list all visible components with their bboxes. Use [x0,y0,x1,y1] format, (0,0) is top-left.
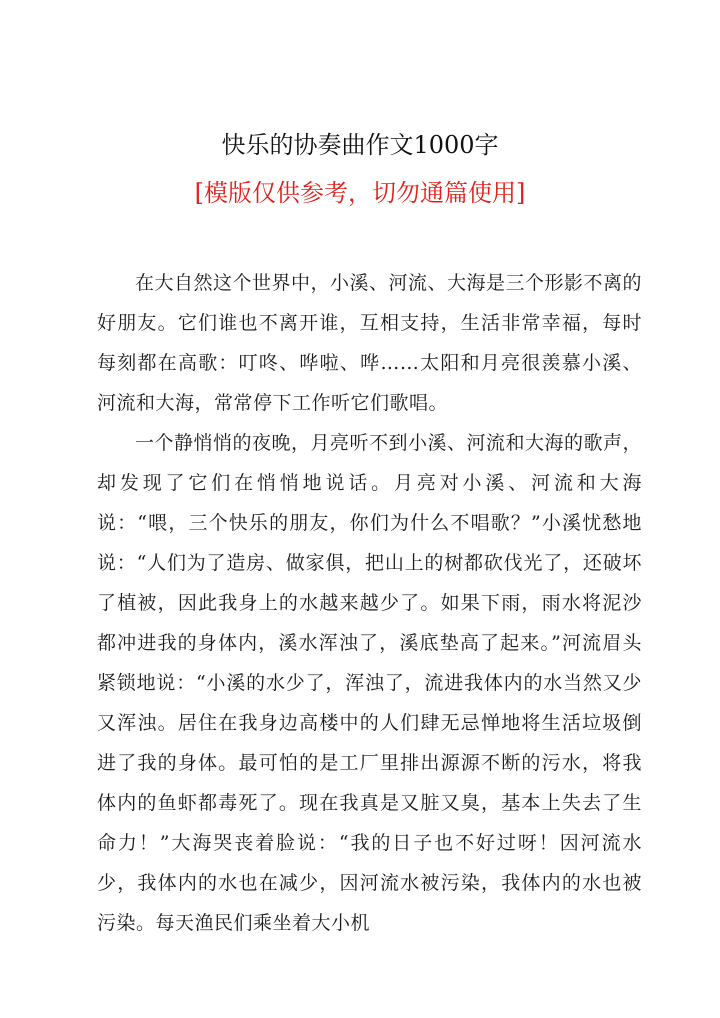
document-title: 快乐的协奏曲作文1000字 [221,131,499,159]
paragraph-1: 在大自然这个世界中，小溪、河流、大海是三个形影不离的好朋友。它们谁也不离开谁，互相支持，生活非常幸福，每时每刻都在高歌：叮咚、哗啦、哗……太阳和月亮很羡慕小溪、河流和大海，常常停下工作听它们歌唱。 [97,272,643,414]
paragraph-2: 一个静悄悄的夜晚，月亮听不到小溪、河流和大海的歌声，却发现了它们在悄悄地说话。月亮对小溪、河流和大海说：“喂，三个快乐的朋友，你们为什么不唱歌？”小溪忧愁地说：“人们为了造房、做家俱，把山上的树都砍伐光了，还破坏了植被，因此我身上的水越来越少了。如果下雨，雨水将泥沙都冲进我的身体内，溪水浑浊了，溪底垫高了起来。”河流眉头紧锁地说：“小溪的水少了，浑浊了，流进我体内的水当然又少又浑浊。居住在我身边高楼中的人们肆无忌惮地将生活垃圾倒进了我的身体。最可怕的是工厂里排出源源不断的污水，将我体内的鱼虾都毒死了。现在我真是又脏又臭，基本上失去了生命力！”大海哭丧着脸说：“我的日子也不好过呀！因河流水少，我体内的水也在减少，因河流水被污染，我体内的水也被污染。每天渔民们乘坐着大小机 [97,432,643,934]
template-disclaimer: [模版仅供参考，切勿通篇使用] [194,179,526,207]
document-body [97,263,642,943]
